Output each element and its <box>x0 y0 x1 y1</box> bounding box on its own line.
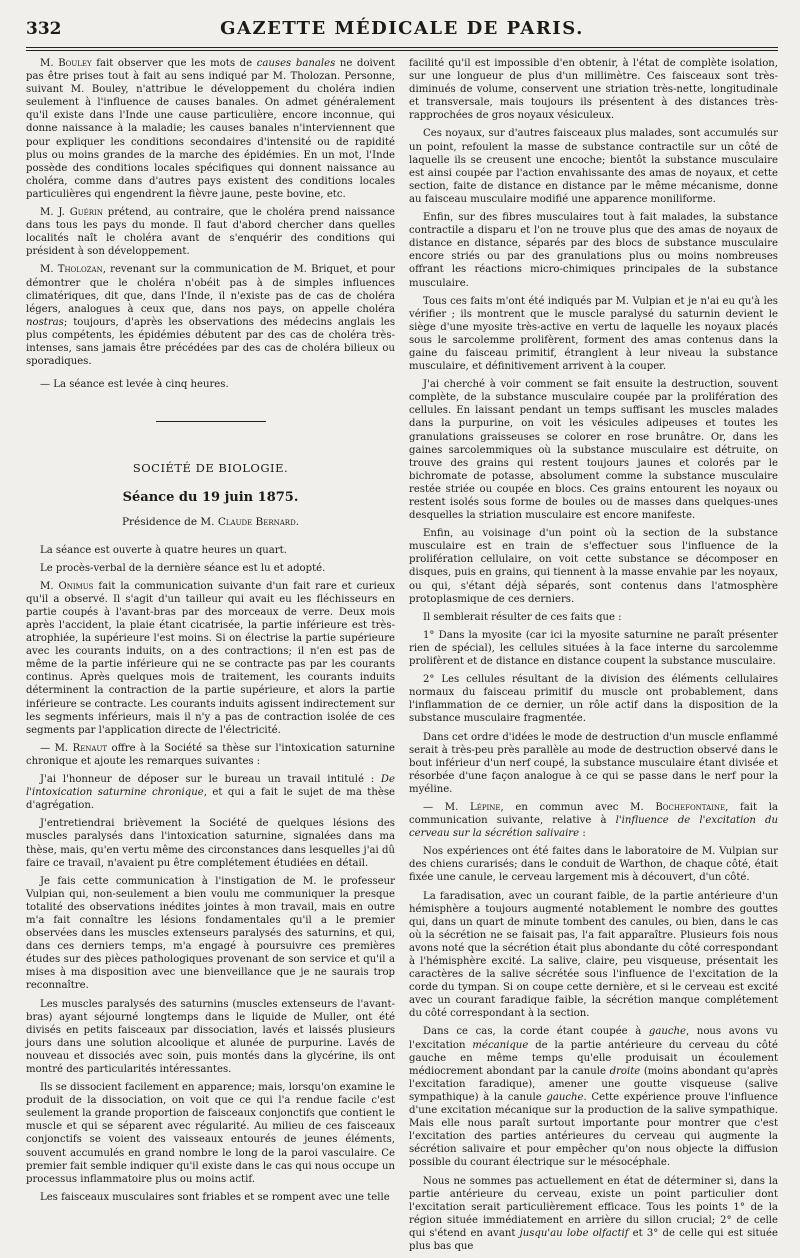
paragraph-lesions: J'entretiendrai brièvement la Société de quelques lésions des muscles paralysés dans l'intoxication saturnine, signalées dans ma thèse, mais, qu'en vertu même des circonstances dans lesquelles j'ai dû faire ce travail, n'avaient pu être complétement étudiées en détail. <box>26 818 395 869</box>
presidency-line <box>26 516 395 529</box>
journal-title: GAZETTE MÉDICALE DE PARIS. <box>220 18 584 39</box>
text-run: droite <box>609 1065 641 1077</box>
text-run: nostras <box>26 316 64 328</box>
text-run: Tholozan <box>57 264 103 276</box>
header-rule <box>26 47 778 48</box>
text-run: Renaut <box>72 742 108 754</box>
text-run: De l'intoxication saturnine chronique <box>26 774 395 799</box>
text-run: l'influence de l'excitation du cerveau sur la sécrétion salivaire <box>409 815 778 840</box>
paragraph-experiences: Nos expériences ont été faites dans le laboratoire de M. Vulpian sur des chiens curarisés; dans le conduit de Warthon, de chaque côté, était fixée une canule, le cerveau largement mis à découvert, d'un côté. <box>409 846 778 884</box>
text-run: jusqu'au lobe olfactif <box>519 1227 629 1239</box>
text-run: Présidence de M. <box>121 516 218 529</box>
paragraph-noyaux: Ces noyaux, sur d'autres faisceaux plus malades, sont accumulés sur un point, refoulent la masse de substance contractile sur un côté de laquelle ils se creusent une encoche; bientôt la substance musculaire est ainsi coupée par l'action envahissante des amas de noyaux, et cette section, faite de distance en distance par le même mécanisme, donne au faisceau musculaire modifié une apparence moniliforme. <box>409 128 778 205</box>
text-run: (moins abondant qu'après l'excitation faradique), amener une goutte visqueuse (salive sympathique) à la canule <box>409 1065 778 1103</box>
text-run: Claude Bernard <box>217 516 296 529</box>
text-run: fait la communication suivante d'un fait rare et curieux qu'il a observé. Il s'agit d'un tailleur qui avait eu les fléchisseurs en partie coupés à l'avant-bras par des morceaux de verre. Deux mois après l'accident, la plaie étant cicatrisée, la partie inférieure est très-atrophiée, la supérieure l'est moins. Si on électrise la partie supérieure avec les courants induits, on a des contractions; il n'en est pas de même de la partie inférieure qui ne se contracte pas par les courants continus. Après quelques mois de traitement, les courants induits déterminent la contraction de la partie supérieure, et alors la partie inférieure se contracte. Les courants induits agissent indirectement sur les segments inférieurs, mais il n'y a pas de contraction isolée de ces segments par l'application directe de l'électricité. <box>26 580 395 736</box>
text-run: offre à la Société sa thèse sur l'intoxication saturnine chronique et ajoute les remarques suivantes : <box>26 742 395 767</box>
text-run: M. <box>40 58 59 69</box>
text-run: fait observer que les mots de <box>91 58 257 69</box>
paragraph-guerin <box>26 206 395 258</box>
page-header <box>26 18 778 44</box>
paragraph-muscles: Les muscles paralysés des saturnins (muscles extenseurs de l'avant-bras) ayant séjourné longtemps dans le liquide de Muller, ont été divisés en petits faisceaux par dissociation, lavés et laissés plusieurs jours dans une solution alcoolique et alunée de purpurine. Lavés de nouveau et dissociés avec soin, puis montés dans la glycérine, ils ont montré des particularités intéressantes. <box>26 998 395 1075</box>
text-run: Bouley <box>58 58 92 69</box>
paragraph-conclusion-intro: Il semblerait résulter de ces faits que : <box>423 611 622 623</box>
text-run: , en commun avec M. <box>500 801 656 813</box>
text-run: mécanique <box>472 1039 529 1051</box>
text-run: — M. <box>40 742 73 754</box>
text-run: Bochefontaine <box>655 801 726 813</box>
text-run: M. <box>40 264 58 276</box>
paragraph-renaut <box>26 742 395 768</box>
paragraph-lepine <box>409 801 778 840</box>
paragraph-point-2: 2° Les cellules résultant de la division des éléments cellulaires normaux du faisceau primitif du muscle ont probablement, dans l'inflammation de ce dernier, un rôle actif dans la disposition de la substance musculaire fragmentée. <box>409 674 778 725</box>
text-run: Nous ne sommes pas actuellement en état de déterminer si, dans la partie antérieure du cerveau, existe un point particulier dont l'excitation serait particulièrement efficace. Tous les points 1° de la région située immédiatement en arrière du sillon crucial; 2° de celle qui s'étend en avant <box>409 1175 778 1239</box>
paragraph-destruction: J'ai cherché à voir comment se fait ensuite la destruction, souvent complète, de la substance musculaire coupée par la prolifération des cellules. En laissant pendant un temps suffisant les muscles malades dans la purpurine, on voit les vésicules adipeuses et toutes les granulations graisseuses se colorer en rose brunâtre. Or, dans les gaines sarcolemmiques où la substance musculaire est détruite, on trouve des grains qui restent toujours jaunes et colorés par le bichromate de potasse, absolument comme la substance musculaire restée striée ou coupée en blocs. Ces grains entourent les noyaux ou restent isolés sous forme de boules ou de masses dans quelques-unes desquelles la striation musculaire est encore manifeste. <box>409 379 778 522</box>
paragraph-section: Enfin, au voisinage d'un point où la section de la substance musculaire est en train de s'effectuer sous l'influence de la prolifération cellulaire, on voit cette substance se décomposer en disques, puis en grains, qui tiennent à la masse envahie par les noyaux, ou qui, s'étant déjà séparés, sont contenus dans l'atmosphère protoplasmique de ces derniers. <box>409 528 778 605</box>
paragraph-faisceaux: Les faisceaux musculaires sont friables et se rompent avec une telle <box>40 1191 390 1203</box>
text-run: et 3° de celle qui est située plus bas que <box>409 1227 778 1252</box>
text-run: causes banales <box>256 58 336 69</box>
page-number: 332 <box>26 19 62 39</box>
paragraph-corde <box>409 1025 778 1169</box>
text-run: ; toujours, d'après les observations des médecins anglais les plus compétents, les épidémies débutent par des cas de choléra très-intenses, sans jamais être précédées par des cas de choléra bilieux ou sporadiques. <box>26 316 395 368</box>
paragraph-vulpian: Je fais cette communication à l'instigation de M. le professeur Vulpian qui, non-seulement a bien voulu me communiquer la presque totalité des observations inédites jointes à mon travail, mais en outre m'a fait connaître les lésions fondamentales qu'il a le premier observées dans les muscles extenseurs paralysés des saturnins, et qui, dans ces derniers temps, m'a engagé à poursuivre ces premières études sur des pièces pathologiques provenant de son service et qu'il a mises à ma disposition avec une bienveillance que je ne saurais trop reconnaître. <box>26 875 395 992</box>
paragraph-thesis <box>26 773 395 812</box>
text-run: Dans ce cas, la corde étant coupée à <box>423 1026 649 1038</box>
header-rule-thin <box>26 50 778 51</box>
columns <box>26 57 778 1258</box>
text-run: , fait la communication suivante, relative à <box>409 801 778 827</box>
paragraph-tholozan <box>26 263 395 368</box>
paragraph-faradisation: La faradisation, avec un courant faible, de la partie antérieure d'un hémisphère a toujours augmenté notablement le nombre des gouttes qui, dans un quart de minute tombent des canules, ou bien, dans le cas où la sécrétion ne se faisait pas, l'a fait apparaître. Plusieurs fois nous avons noté que la sécrétion était plus abondante du côté correspondant à l'hémisphère excité. La salive, claire, peu visqueuse, présentait les caractères de la salive sécrétée sous l'influence de l'excitation de la corde du tympan. Si on coupe cette dernière, et si le cerveau est excité avec un courant faradique faible, la sécrétion manque complétement du côté correspondant à la section. <box>409 890 778 1020</box>
paragraph-bouley <box>26 57 395 201</box>
text-run: J'ai l'honneur de déposer sur le bureau un travail intitulé : <box>40 774 381 786</box>
session-date-heading: Séance du 19 juin 1875. <box>122 490 299 506</box>
session-closing: — La séance est levée à cinq heures. <box>40 379 229 391</box>
text-run: ne doivent pas être prises tout à fait au sens indiqué par M. Tholozan. Personne, suivant M. Bouley, n'attribue le développement du choléra indien seulement à l'influence de causes banales. On admet généralement qu'il existe dans l'Inde une cause particulière, encore inconnue, qui donne naissance à la maladie; les causes banales n'interviennent que pour expliquer les conditions secondaires d'intensité ou de rapidité plus ou moins grandes de la marche des épidémies. En un mot, l'Inde possède des conditions locales spécifiques qui donnent naissance au choléra, comme dans d'autres pays existent des conditions locales particulières qui engendrent la fièvre jaune, peste bovine, etc. <box>26 58 395 200</box>
text-run: gauche <box>648 1026 686 1038</box>
text-run: Onimus <box>58 580 94 592</box>
text-run: prétend, au contraire, que le choléra prend naissance dans tous les pays du monde. Il faut d'abord chercher dans quelles localités naît le choléra avant de s'enquérir des conditions qui président à son développement. <box>26 207 395 258</box>
section-divider <box>156 421 266 422</box>
text-run: M. <box>40 580 59 592</box>
paragraph-nerf: Dans cet ordre d'idées le mode de destruction d'un muscle enflammé serait à très-peu près parallèle au mode de destruction observé dans le bout inférieur d'un nerf coupé, la substance musculaire étant divisée et résorbée d'une façon analogue à ce qui se passe dans le nerf pour la myéline. <box>409 731 778 795</box>
text-run: Lépine <box>470 801 501 813</box>
text-run: , revenant sur la communication de M. Briquet, et pour démontrer que le choléra n'obéit pas à de simples influences climatériques, dit que, dans l'Inde, il n'existe pas de cas de choléra légers, analogues à ceux que, dans nos pays, on appelle choléra <box>26 264 395 315</box>
right-column <box>409 57 778 1258</box>
paragraph-region <box>409 1175 778 1254</box>
text-run: Guérin <box>69 207 103 219</box>
paragraph-fibres: Enfin, sur des fibres musculaires tout à fait malades, la substance contractile a disparu et l'on ne trouve plus que des amas de noyaux de distance en distance, séparés par des blocs de substance musculaire encore striés ou par des granulations plus ou moins nombreuses offrant les réactions micro-chimiques principales de la substance musculaire. <box>409 212 778 289</box>
text-run: M. J. <box>40 207 70 219</box>
text-run: — M. <box>423 801 470 813</box>
text-run: , nous avons vu l'excitation <box>409 1026 778 1051</box>
text-run: : <box>579 828 586 840</box>
paragraph-minutes: Le procès-verbal de la dernière séance est lu et adopté. <box>40 562 326 574</box>
text-run: . <box>295 516 300 529</box>
paragraph-dissociation: Ils se dissocient facilement en apparence; mais, lorsqu'on examine le produit de la dissociation, on voit que ce qui l'a rendue facile c'est seulement la grande proportion de faisceaux conjonctifs que contient le muscle et qui se séparent avec régularité. Au milieu de ces faisceaux conjonctifs se voient des vaisseaux entourés de jeunes éléments, souvent accumulés en grand nombre le long de la paroi vasculaire. Ce premier fait semble indiquer qu'il existe dans le cas qui nous occupe un processus inflammatoire plus ou moins actif. <box>26 1082 395 1185</box>
paragraph-continued: facilité qu'il est impossible d'en obtenir, à l'état de complète isolation, sur une longueur de plus d'un millimètre. Ces faisceaux sont très-diminués de volume, conservent une striation très-nette, longitudinale et transversale, mais toujours ils présentent à des distances très-rapprochées de gros noyaux vésiculeux. <box>409 58 778 122</box>
paragraph-onimus <box>26 580 395 737</box>
society-heading: SOCIÉTÉ DE BIOLOGIE. <box>132 461 289 476</box>
paragraph-myosite: Tous ces faits m'ont été indiqués par M. Vulpian et je n'ai eu qu'à les vérifier ; ils montrent que le muscle paralysé du saturnin devient le siège d'une myosite très-active en vertu de laquelle les noyaux placés sous le sarcolemme prolifèrent, forment des amas contenus dans la gaine du faisceau primitif, étranglent à leur niveau la substance musculaire, et définitivement arrivent à la couper. <box>409 295 778 373</box>
paragraph-opening: La séance est ouverte à quatre heures un quart. <box>40 544 287 556</box>
paragraph-point-1: 1° Dans la myosite (car ici la myosite saturnine ne paraît présenter rien de spécial), les cellules situées à la face interne du sarcolemme prolifèrent et de distance en distance coupent la substance musculaire. <box>409 629 778 668</box>
text-run: , et qui a fait le sujet de ma thèse d'agrégation. <box>26 787 395 812</box>
left-column <box>26 57 395 1258</box>
text-run: de la partie antérieure du cerveau du côté gauche en même temps qu'elle produisait un écoulement médiocrement abondant par la canule <box>409 1039 778 1077</box>
text-run: gauche <box>546 1091 584 1103</box>
text-run: . Cette expérience prouve l'influence d'une excitation mécanique sur la production de la salive sympathique. Mais elle nous paraît surtout importante pour montrer que c'est l'excitation des parties antérieures du cerveau qui augmente la sécrétion salivaire et pour empêcher qu'on nous objecte la diffusion possible du courant électrique sur le mésocéphale. <box>409 1091 778 1169</box>
